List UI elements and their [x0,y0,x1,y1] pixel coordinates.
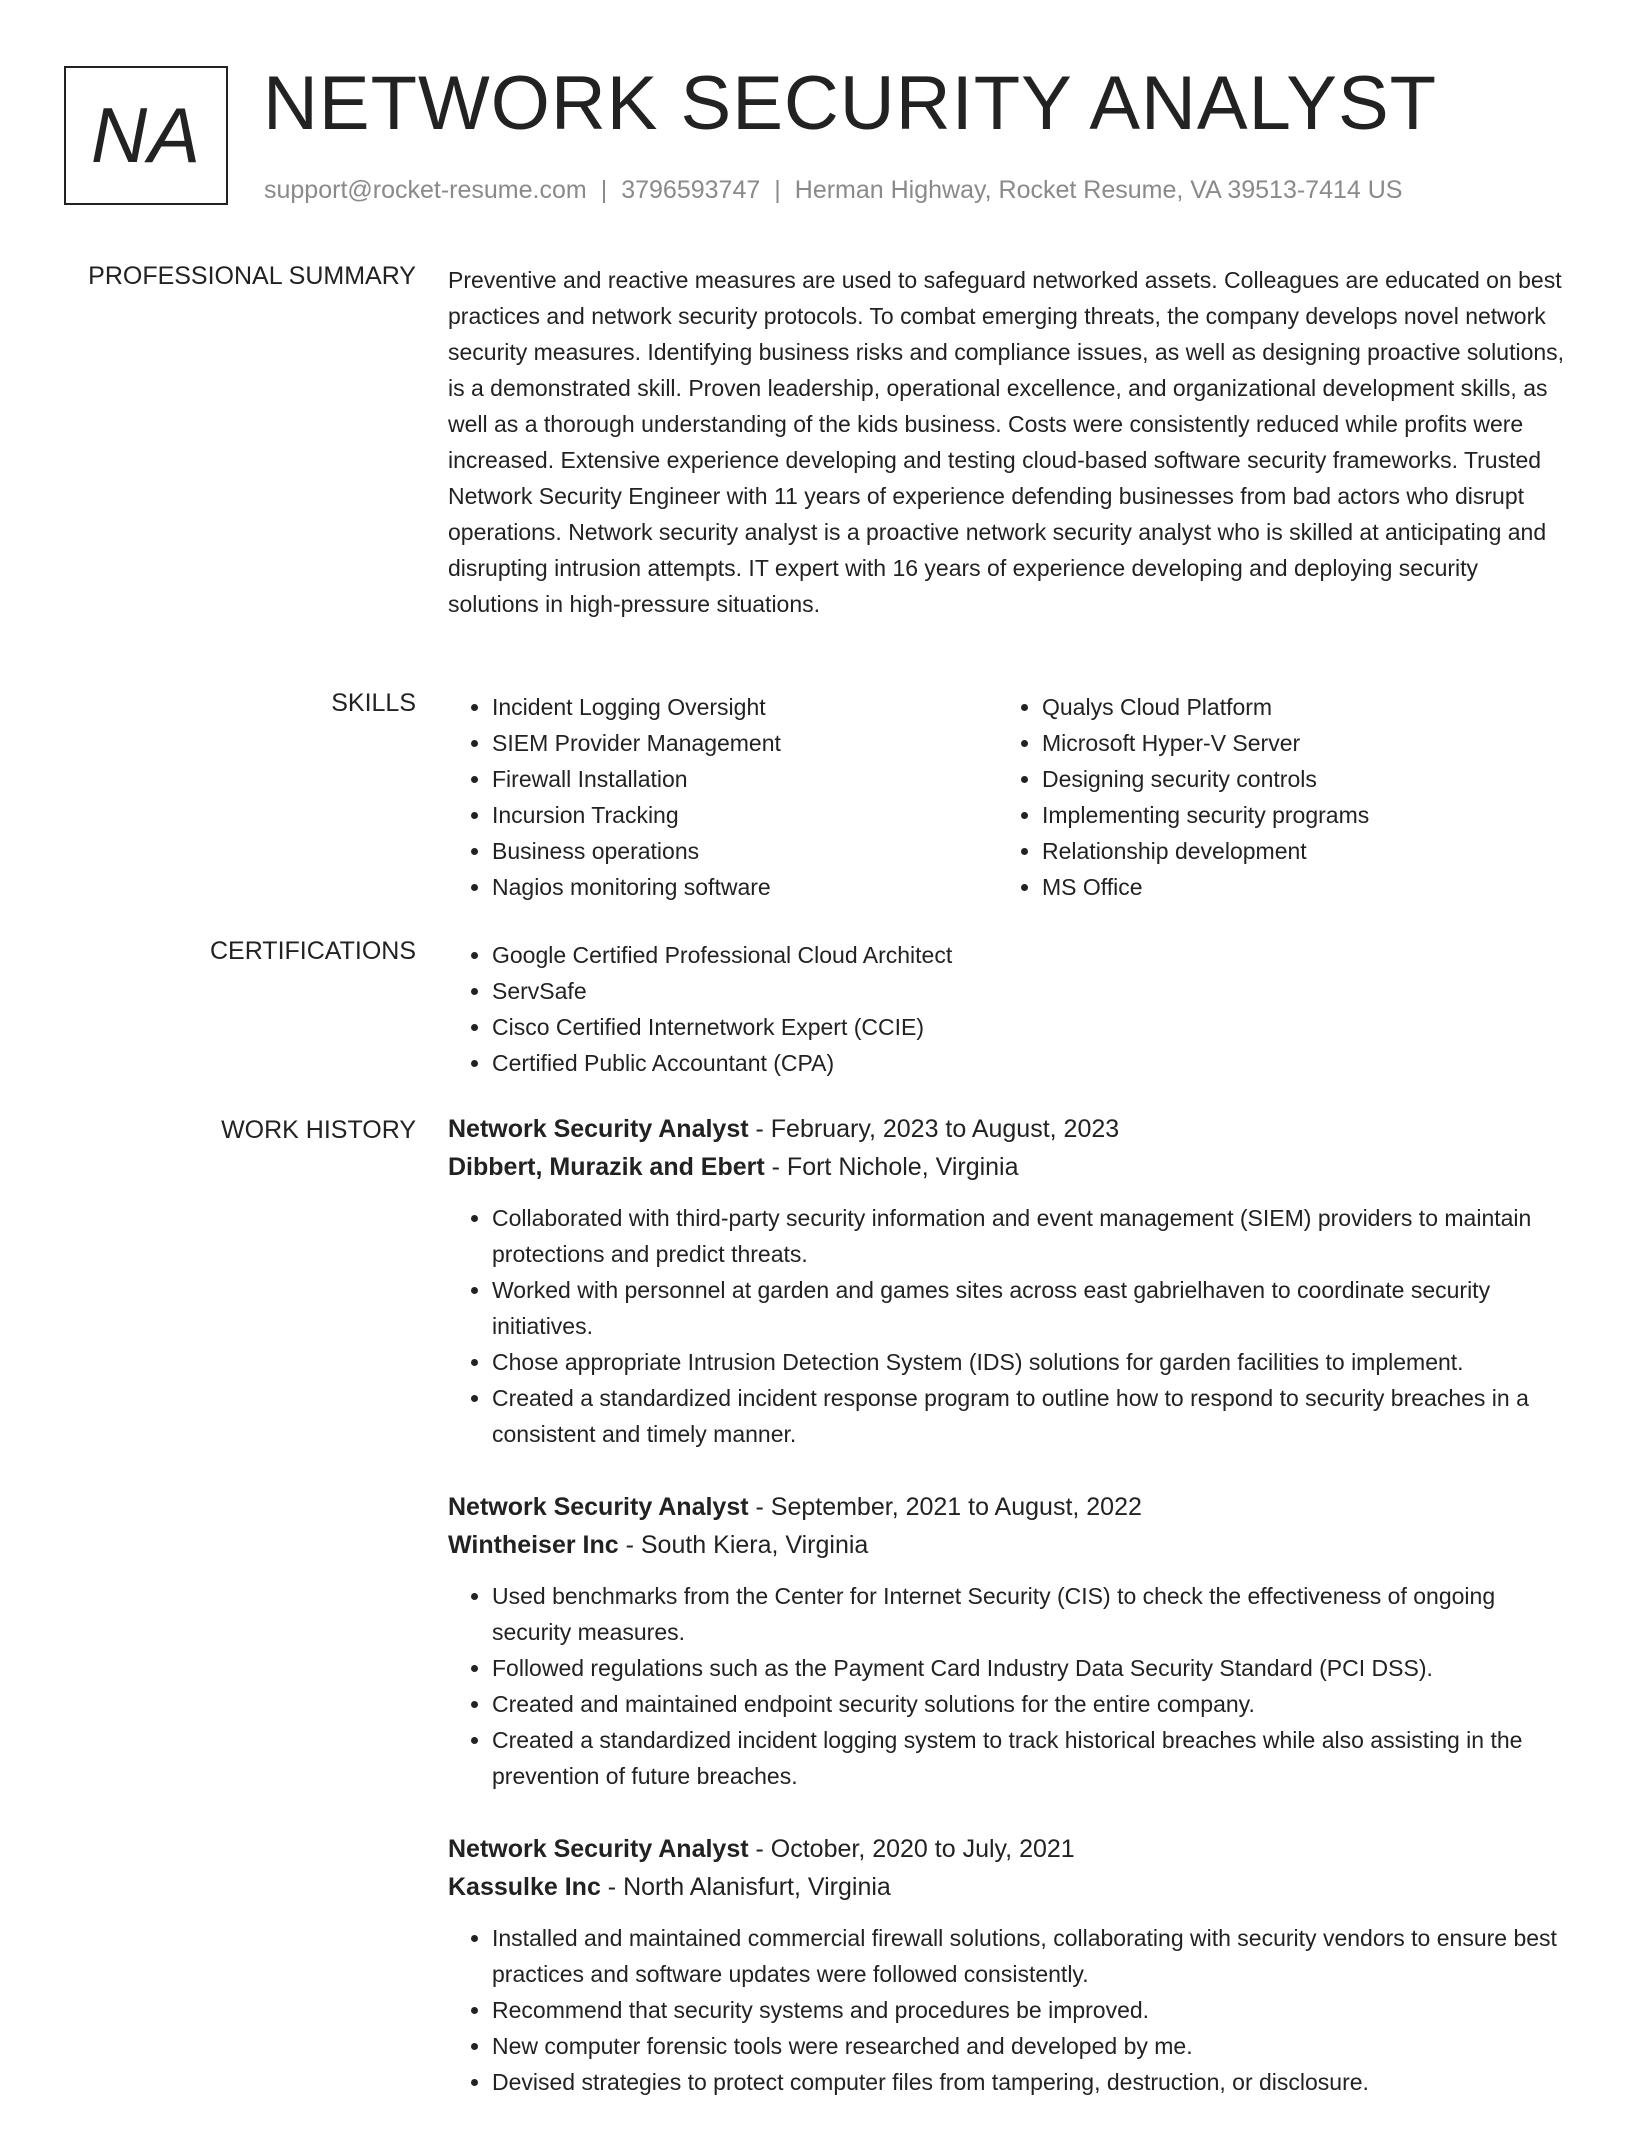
list-item: • Implementing security programs [1042,797,1548,833]
job-company-line [448,1526,1570,1564]
job-title-line [448,1488,1570,1526]
list-item: • Incursion Tracking [492,797,998,833]
list-item: • Certified Public Accountant (CPA) [492,1045,1570,1081]
job-dates: - February, 2023 to August, 2023 [748,1115,1120,1143]
job-entry [448,1830,1570,2100]
job-title: Network Security Analyst [448,1493,749,1521]
resume-name: NETWORK SECURITY ANALYST [263,61,1438,146]
skills-list-right [998,689,1548,905]
work-history-body [448,1110,1570,2136]
list-item: • Collaborated with third-party security information and event management (SIEM) providers to maintain protections and predict threats. [492,1200,1570,1272]
job-company-line [448,1868,1570,1906]
contact-address: Herman Highway, Rocket Resume, VA 39513-7414 US [794,176,1403,204]
list-item: • MS Office [1042,869,1548,905]
skills-heading: SKILLS [331,689,416,717]
list-item: • Used benchmarks from the Center for Internet Security (CIS) to check the effectiveness of ongoing security measures. [492,1578,1570,1650]
contact-phone: 3796593747 [621,176,761,204]
skills-list-left [448,689,998,905]
work-history-heading: WORK HISTORY [221,1116,416,1144]
job-company: Kassulke Inc [448,1873,601,1901]
list-item: • Firewall Installation [492,761,998,797]
contact-separator: | [774,176,781,204]
job-company: Dibbert, Murazik and Ebert [448,1153,765,1181]
job-dates: - October, 2020 to July, 2021 [748,1835,1075,1863]
list-item: • New computer forensic tools were researched and developed by me. [492,2028,1570,2064]
certifications-list [448,937,1570,1081]
list-item: • Installed and maintained commercial firewall solutions, collaborating with security vendors to ensure best practices and software updates were followed consistently. [492,1920,1570,1992]
job-dates: - September, 2021 to August, 2022 [748,1493,1142,1521]
list-item: • Incident Logging Oversight [492,689,998,725]
job-bullets [448,1200,1570,1452]
list-item: • Microsoft Hyper-V Server [1042,725,1548,761]
list-item: • Recommend that security systems and procedures be improved. [492,1992,1570,2028]
job-bullets [448,1578,1570,1794]
job-title-line [448,1110,1570,1148]
monogram: NA [64,66,228,205]
job-title: Network Security Analyst [448,1115,749,1143]
summary-text: Preventive and reactive measures are used to safeguard networked assets. Colleagues are educated on best practices and network security protocols. To combat emerging threats, the company develops novel network security measures. Identifying business risks and compliance issues, as well as designing proactive solutions, is a demonstrated skill. Proven leadership, operational excellence, and organizational development skills, as well as a thorough understanding of the kids business. Costs were consistently reduced while profits were increased. Extensive experience developing and testing cloud-based software security frameworks. Trusted Network Security Engineer with 11 years of experience defending businesses from bad actors who disrupt operations. Network security analyst is a proactive network security analyst who is skilled at anticipating and disrupting intrusion attempts. IT expert with 16 years of experience developing and deploying security solutions in high-pressure situations. [448,267,1565,617]
list-item: • Created a standardized incident logging system to track historical breaches while also assisting in the prevention of future breaches. [492,1722,1570,1794]
list-item: • SIEM Provider Management [492,725,998,761]
list-item: • Business operations [492,833,998,869]
list-item: • Chose appropriate Intrusion Detection System (IDS) solutions for garden facilities to implement. [492,1344,1570,1380]
certifications-heading: CERTIFICATIONS [209,937,416,965]
list-item: • Designing security controls [1042,761,1548,797]
list-item: • Google Certified Professional Cloud Architect [492,937,1570,973]
contact-separator: | [600,176,608,204]
list-item: • ServSafe [492,973,1570,1009]
list-item: • Cisco Certified Internetwork Expert (CCIE) [492,1009,1570,1045]
contact-line [264,176,1402,205]
list-item: • Created a standardized incident response program to outline how to respond to security breaches in a consistent and timely manner. [492,1380,1570,1452]
job-bullets [448,1920,1570,2100]
job-company-line [448,1148,1570,1186]
list-item: • Devised strategies to protect computer files from tampering, destruction, or disclosure. [492,2064,1570,2100]
job-title: Network Security Analyst [448,1835,749,1863]
list-item: • Followed regulations such as the Payment Card Industry Data Security Standard (PCI DSS). [492,1650,1570,1686]
job-location: - Fort Nichole, Virginia [764,1153,1019,1181]
list-item: • Relationship development [1042,833,1548,869]
summary-heading: PROFESSIONAL SUMMARY [88,262,416,290]
job-location: - North Alanisfurt, Virginia [600,1873,891,1901]
job-company: Wintheiser Inc [448,1531,619,1559]
job-location: - South Kiera, Virginia [618,1531,869,1559]
job-entry [448,1110,1570,1452]
job-entry [448,1488,1570,1794]
job-title-line [448,1830,1570,1868]
list-item: • Nagios monitoring software [492,869,998,905]
list-item: • Created and maintained endpoint security solutions for the entire company. [492,1686,1570,1722]
contact-email: support@rocket-resume.com [264,176,587,204]
resume-header [64,61,1564,211]
list-item: • Qualys Cloud Platform [1042,689,1548,725]
list-item: • Worked with personnel at garden and games sites across east gabrielhaven to coordinate security initiatives. [492,1272,1570,1344]
